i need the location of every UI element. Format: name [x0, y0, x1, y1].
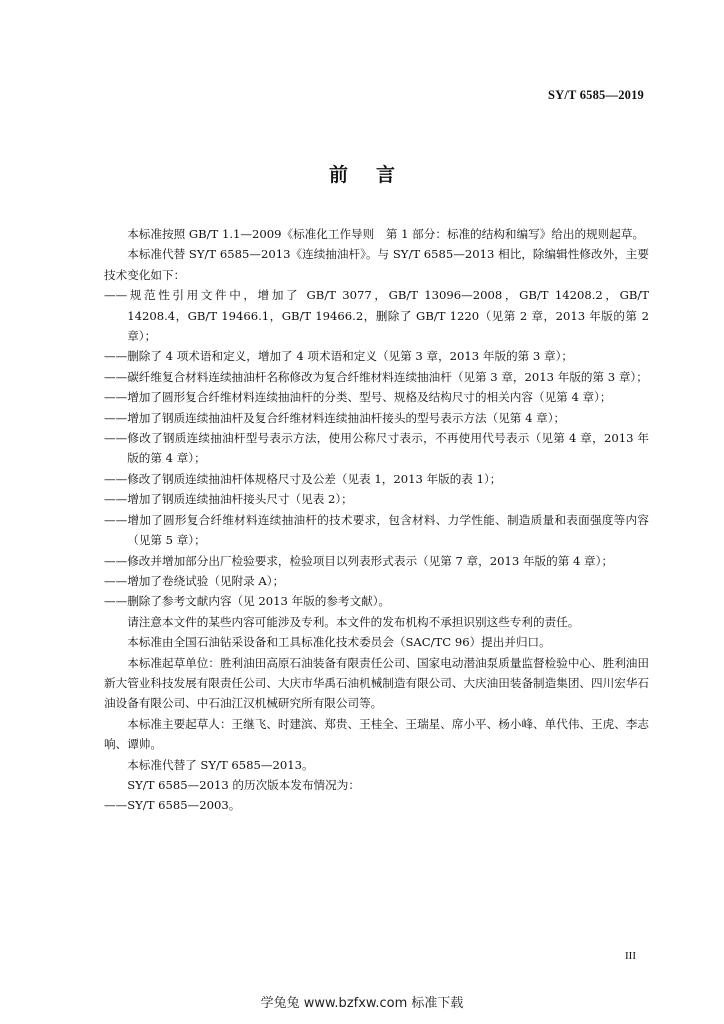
list-item-text: 修改了钢质连续抽油杆体规格尺寸及公差（见表 1，2013 年版的表 1）； [127, 471, 502, 486]
page-title: 前言 [328, 164, 423, 186]
dash-marker: —— [104, 573, 128, 588]
page-number: III [625, 950, 636, 962]
history-item [104, 795, 649, 815]
list-item [104, 510, 649, 551]
dash-marker: —— [104, 512, 128, 527]
dash-marker: —— [104, 553, 128, 568]
list-item [104, 428, 649, 469]
list-item [104, 408, 649, 428]
paragraph: 本标准代替 SY/T 6585—2013《连续抽油杆》。与 SY/T 6585—2013 相比，除编辑性修改外，主要技术变化如下： [104, 247, 649, 282]
paragraph: 本标准代替了 SY/T 6585—2013。 [127, 757, 314, 772]
list-item [104, 591, 649, 611]
dash-marker: —— [104, 288, 128, 303]
dash-marker: —— [104, 471, 128, 486]
dash-marker: —— [104, 492, 128, 507]
list-item [104, 367, 649, 387]
footer-watermark: 学兔兔 www.bzfxw.com 标准下载 [260, 996, 464, 1011]
paragraph: 本标准起草单位：胜利油田高原石油装备有限责任公司、国家电动潜油泵质量监督检验中心、胜利油田新大管业科技发展有限责任公司、大庆市华禹石油机械制造有限公司、大庆油田装备制造集团、四川宏华石油设备有限公司、中石油江汉机械研究所有限公司等。 [104, 655, 649, 711]
list-item-text: 增加了卷绕试验（见附录 A）； [127, 573, 285, 588]
list-item [104, 387, 649, 407]
dash-marker: —— [104, 431, 128, 446]
list-item-text: 修改了钢质连续抽油杆型号表示方法，使用公称尺寸表示，不再使用代号表示（见第 4 章，2013 年版的第 4 章）； [127, 431, 649, 466]
paragraph: 本标准由全国石油钻采设备和工具标准化技术委员会（SAC/TC 96）提出并归口。 [127, 635, 551, 650]
standard-code: SY/T 6585—2019 [548, 88, 644, 102]
list-item-text: 增加了钢质连续抽油杆接头尺寸（见表 2）； [127, 492, 353, 507]
paragraph: 请注意本文件的某些内容可能涉及专利。本文件的发布机构不承担识别这些专利的责任。 [127, 614, 580, 629]
history-item-text: SY/T 6585—2003。 [127, 798, 241, 813]
dash-marker: —— [104, 410, 128, 425]
list-item-text: 增加了圆形复合纤维材料连续抽油杆的技术要求，包含材料、力学性能、制造质量和表面强度等内容（见第 5 章）； [127, 512, 649, 548]
list-item-text: 删除了参考文献内容（见 2013 年版的参考文献）。 [127, 594, 391, 609]
dash-marker: —— [104, 594, 128, 609]
paragraph: 本标准按照 GB/T 1.1—2009《标准化工作导则 第 1 部分：标准的结构和编写》给出的规则起草。 [127, 227, 645, 241]
list-item-text: 修改并增加部分出厂检验要求，检验项目以列表形式表示（见第 7 章，2013 年版的第 4 章）； [127, 553, 614, 568]
paragraph: SY/T 6585—2013 的历次版本发布情况为： [127, 777, 360, 792]
list-item-text: 增加了圆形复合纤维材料连续抽油杆的分类、型号、规格及结构尺寸的相关内容（见第 4 章）； [127, 390, 612, 405]
list-item [104, 285, 649, 346]
list-item [104, 469, 649, 489]
list-item-text: 规范性引用文件中，增加了 GB/T 3077，GB/T 13096—2008，GB/T 14208.2，GB/T 14208.4，GB/T 19466.1，GB/T 19466.2，删除了 GB/T 1220（见第 2 章，2013 年版的第 2 章）； [127, 288, 649, 344]
list-item-text: 增加了钢质连续抽油杆及复合纤维材料连续抽油杆接头的型号表示方法（见第 4 章）； [127, 410, 566, 425]
dash-marker: —— [104, 349, 128, 364]
list-item [104, 489, 649, 509]
list-item-text: 删除了 4 项术语和定义，增加了 4 项术语和定义（见第 3 章，2013 年版的第 3 章）； [127, 349, 573, 364]
dash-marker: —— [104, 390, 128, 405]
list-item [104, 551, 649, 571]
document-body [104, 224, 649, 816]
list-item-text: 碳纤维复合材料连续抽油杆名称修改为复合纤维材料连续抽油杆（见第 3 章，2013 年版的第 3 章）； [127, 369, 648, 384]
list-item [104, 346, 649, 366]
paragraph: 本标准主要起草人：王继飞、时建滨、郑贵、王桂全、王瑞星、席小平、杨小峰、单代伟、王虎、李志响、谭帅。 [104, 716, 649, 752]
dash-marker: —— [104, 798, 128, 813]
list-item [104, 571, 649, 591]
dash-marker: —— [104, 369, 128, 384]
